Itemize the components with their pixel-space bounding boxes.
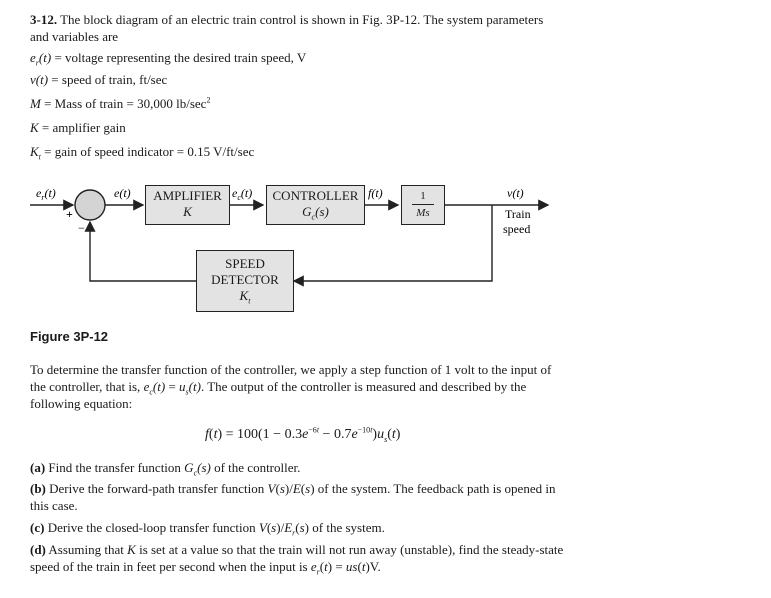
controller-tf: $G_c(s)$ [302,204,329,222]
amplifier-gain: K [183,204,192,219]
amplifier-block [145,185,230,225]
plant-numerator: 1 [420,190,426,202]
question-b-line2: this case. [30,498,78,513]
variable-k-def: = amplifier gain [41,120,126,135]
figure-caption: Figure 3P-12 [30,329,109,344]
variable-v: v(t) = speed of train, ft/sec [30,72,168,87]
block-diagram [0,178,771,313]
variable-kt-def: = gain of speed indicator = 0.15 V/ft/sec [44,144,255,159]
controller-title: CONTROLLER [272,188,359,203]
body-line1: To determine the transfer function of the controller, we apply a step function of 1 volt to the input of [30,362,552,377]
plant-denominator: Ms [416,207,430,219]
variable-m-def: = Mass of train = 30,000 lb/sec [44,96,207,111]
question-b-tag: (b) [30,481,46,496]
variable-m-sup: 2 [206,95,211,105]
variable-kt: $K_t$ = gain of speed indicator = 0.15 V/ft/sec [30,144,255,162]
output-text-train: Train [505,207,531,221]
controller-block [266,185,365,225]
plus-sign: + [66,207,73,221]
question-d: (d) Assuming that K is set at a value so that the train will not run away (unstable), find the steady-state [30,542,564,557]
variable-er-def: = voltage representing the desired train speed, V [54,50,307,65]
controller-equation: $f(t) = 100(1 - 0.3e^{-6t} - 0.7e^{-10t})u_s(t)$ [205,425,401,444]
ft-label: f(t) [368,186,383,200]
detector-gain: $K_t$ [239,288,251,306]
minus-sign: − [78,221,85,235]
ec-label: $e_c(t)$ [232,186,253,202]
variable-k: K = amplifier gain [30,120,126,135]
question-d-tag: (d) [30,542,46,557]
problem-intro-line2: and variables are [30,29,119,44]
variable-v-def: = speed of train, ft/sec [51,72,168,87]
problem-heading [30,12,543,28]
speed-detector-block [196,250,294,312]
variable-er: $e_r(t)$ = voltage representing the desired train speed, V [30,50,307,68]
variable-m: M = Mass of train = 30,000 $lb/\sec^2$ [30,95,211,111]
question-d-line2: speed of the train in feet per second when the input is $e_r(t) = us(t)V$. [30,559,381,577]
summing-junction [75,190,105,220]
output-text-speed: speed [503,222,531,236]
problem-number: 3-12. [30,12,58,27]
input-label: $e_r(t)$ [36,186,56,202]
detector-line1: SPEED [225,256,265,271]
body-line2: the controller, that is, $e_c(t) = u_s(t)$. The output of the controller is measured and described by the [30,379,527,397]
feedback-line-left [90,222,196,281]
output-label: v(t) [507,186,524,200]
problem-intro-line1: The block diagram of an electric train control is shown in Fig. 3P-12. The system parameters [60,12,544,27]
body-line3: following equation: [30,396,133,411]
question-c: (c) Derive the closed-loop transfer function $V(s)/E_r(s)$ of the system. [30,520,385,538]
detector-line2: DETECTOR [211,272,279,287]
question-b: (b) Derive the forward-path transfer function V(s)/E(s) of the system. The feedback path is opened in [30,481,556,496]
error-label: e(t) [114,186,131,200]
question-c-tag: (c) [30,520,45,535]
question-a: (a) Find the transfer function $G_c(s)$ of the controller. [30,460,301,478]
question-a-tag: (a) [30,460,46,475]
plant-block [401,185,445,225]
amplifier-title: AMPLIFIER [153,188,222,203]
